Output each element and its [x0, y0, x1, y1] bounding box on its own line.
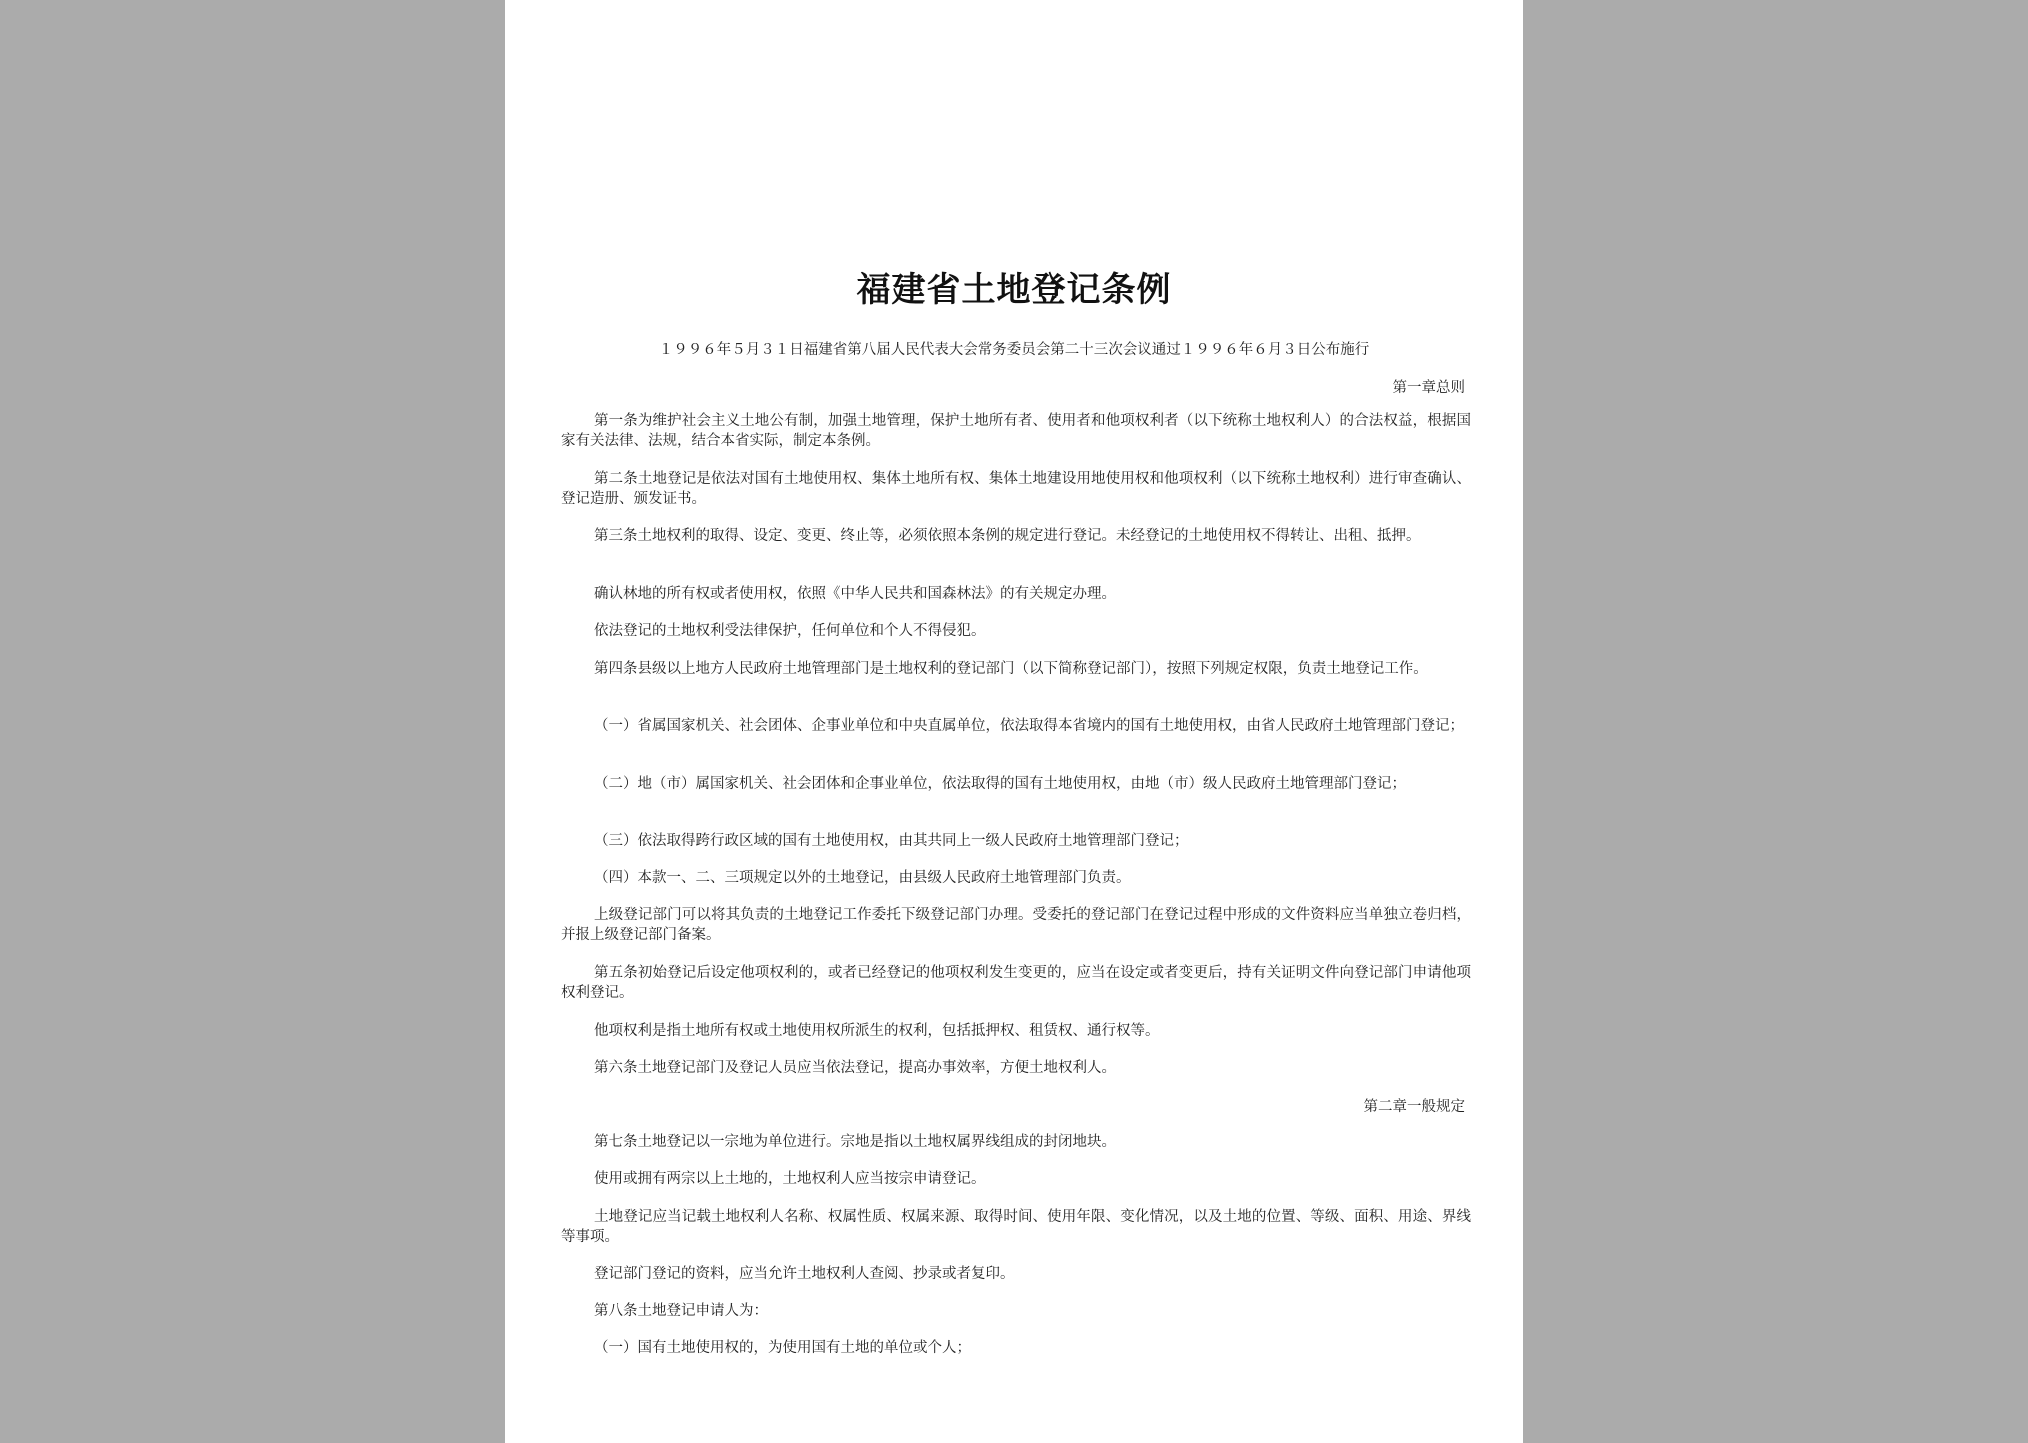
paragraph: 土地登记应当记载土地权利人名称、权属性质、权属来源、取得时间、使用年限、变化情况，以及土地的位置、等级、面积、用途、界线等事项。 — [561, 1209, 1471, 1245]
paragraph: 第六条土地登记部门及登记人员应当依法登记，提高办事效率，方便土地权利人。 — [594, 1060, 1116, 1076]
paragraph: 第八条土地登记申请人为： — [594, 1303, 768, 1319]
paragraph: 第五条初始登记后设定他项权利的，或者已经登记的他项权利发生变更的，应当在设定或者变更后，持有关证明文件向登记部门申请他项权利登记。 — [561, 965, 1471, 1001]
paragraph: 第三条土地权利的取得、设定、变更、终止等，必须依照本条例的规定进行登记。未经登记的土地使用权不得转让、出租、抵押。 — [594, 528, 1421, 544]
paragraph: （三）依法取得跨行政区域的国有土地使用权，由其共同上一级人民政府土地管理部门登记； — [594, 833, 1189, 849]
chapter-heading: 第一章总则 — [1392, 380, 1465, 396]
document-title: 福建省土地登记条例 — [856, 270, 1172, 310]
paragraph: 第四条县级以上地方人民政府土地管理部门是土地权利的登记部门（以下简称登记部门），按照下列规定权限，负责土地登记工作。 — [594, 661, 1428, 677]
paragraph: （一）国有土地使用权的，为使用国有土地的单位或个人； — [594, 1340, 971, 1356]
paragraph: （一）省属国家机关、社会团体、企事业单位和中央直属单位，依法取得本省境内的国有土地使用权，由省人民政府土地管理部门登记； — [594, 718, 1464, 734]
chapter-heading: 第二章一般规定 — [1363, 1099, 1465, 1115]
paragraph: 登记部门登记的资料，应当允许土地权利人查阅、抄录或者复印。 — [594, 1266, 1015, 1282]
paragraph: 第七条土地登记以一宗地为单位进行。宗地是指以土地权属界线组成的封闭地块。 — [594, 1134, 1116, 1150]
paragraph: 使用或拥有两宗以上土地的，土地权利人应当按宗申请登记。 — [594, 1171, 986, 1187]
paragraph: （四）本款一、二、三项规定以外的土地登记，由县级人民政府土地管理部门负责。 — [594, 870, 1131, 886]
paragraph: 他项权利是指土地所有权或土地使用权所派生的权利，包括抵押权、租赁权、通行权等。 — [594, 1023, 1160, 1039]
document-subtitle: １９９６年５月３１日福建省第八届人民代表大会常务委员会第二十三次会议通过１９９６年６月３日公布施行 — [658, 342, 1370, 358]
paragraph: 第一条为维护社会主义土地公有制，加强土地管理，保护土地所有者、使用者和他项权利者（以下统称土地权利人）的合法权益，根据国家有关法律、法规，结合本省实际，制定本条例。 — [561, 413, 1471, 449]
paragraph: 第二条土地登记是依法对国有土地使用权、集体土地所有权、集体土地建设用地使用权和他项权利（以下统称土地权利）进行审查确认、登记造册、颁发证书。 — [561, 471, 1471, 507]
paragraph: （二）地（市）属国家机关、社会团体和企事业单位，依法取得的国有土地使用权，由地（市）级人民政府土地管理部门登记； — [594, 776, 1406, 792]
paragraph: 上级登记部门可以将其负责的土地登记工作委托下级登记部门办理。受委托的登记部门在登记过程中形成的文件资料应当单独立卷归档，并报上级登记部门备案。 — [561, 907, 1471, 943]
paragraph: 依法登记的土地权利受法律保护，任何单位和个人不得侵犯。 — [594, 623, 986, 639]
paragraph: 确认林地的所有权或者使用权，依照《中华人民共和国森林法》的有关规定办理。 — [594, 586, 1116, 602]
document-page — [505, 0, 1523, 1443]
